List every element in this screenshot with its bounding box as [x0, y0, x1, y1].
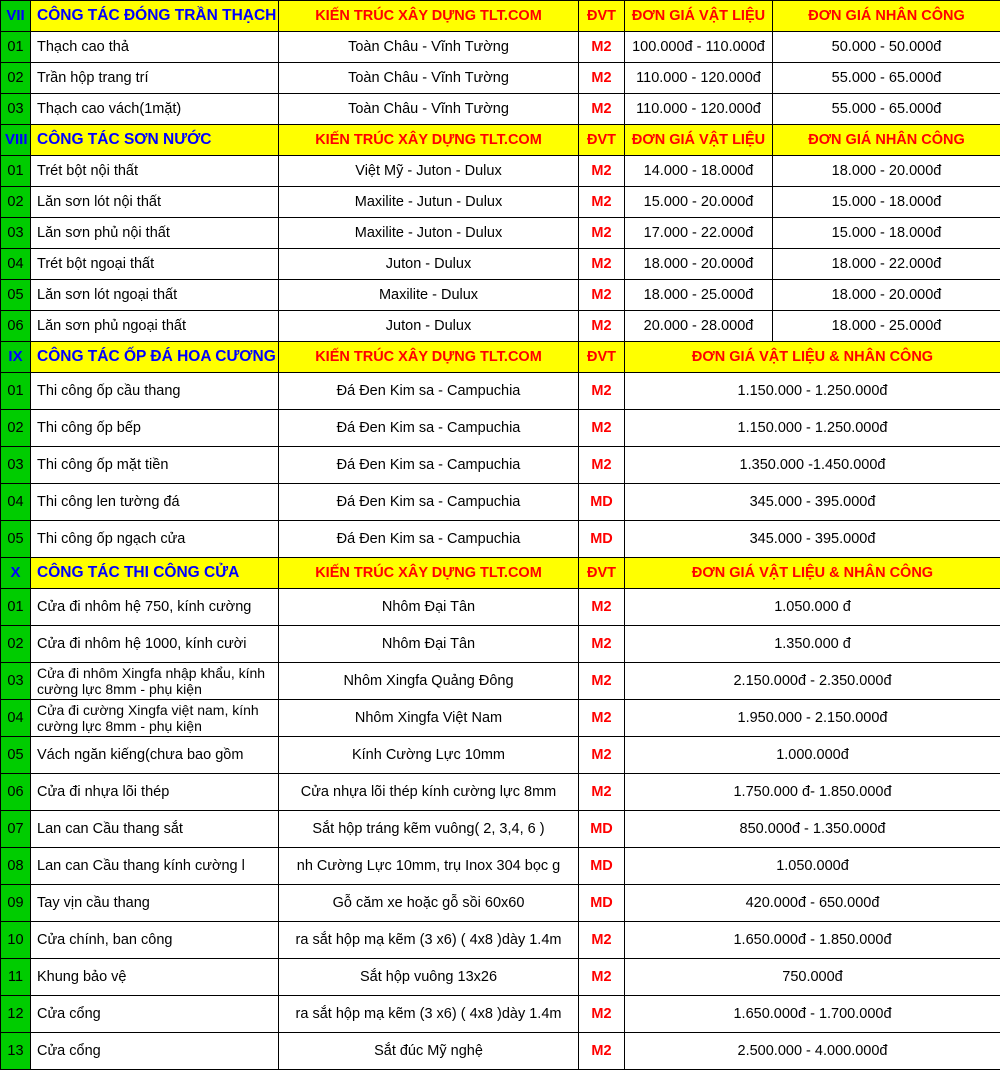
table-row [1, 521, 1000, 558]
table-row [1, 737, 1000, 774]
row-unit: M2 [579, 996, 625, 1033]
row-unit: MD [579, 521, 625, 558]
table-row [1, 484, 1000, 521]
row-unit: M2 [579, 959, 625, 996]
row-labor-price: 15.000 - 18.000đ [773, 187, 1000, 218]
row-unit: M2 [579, 280, 625, 311]
row-specification: nh Cường Lực 10mm, trụ Inox 304 bọc g [279, 848, 579, 885]
row-item-name: Thạch cao vách(1mặt) [31, 94, 279, 125]
row-specification: Nhôm Đại Tân [279, 626, 579, 663]
table-row [1, 663, 1000, 700]
row-specification: ra sắt hộp mạ kẽm (3 x6) ( 4x8 )dày 1.4m [279, 996, 579, 1033]
row-price: 345.000 - 395.000đ [625, 484, 1000, 521]
table-row [1, 187, 1000, 218]
row-specification: Đá Đen Kim sa - Campuchia [279, 410, 579, 447]
row-index: 01 [1, 32, 31, 63]
row-item-name: Lan can Cầu thang sắt [31, 811, 279, 848]
row-item-name: Cửa chính, ban công [31, 922, 279, 959]
row-index: 06 [1, 774, 31, 811]
row-specification: Toàn Châu - Vĩnh Tường [279, 32, 579, 63]
row-index: 03 [1, 218, 31, 249]
row-index: 03 [1, 94, 31, 125]
row-specification: Sắt hộp vuông 13x26 [279, 959, 579, 996]
row-specification: Sắt hộp tráng kẽm vuông( 2, 3,4, 6 ) [279, 811, 579, 848]
row-index: 05 [1, 737, 31, 774]
row-labor-price: 55.000 - 65.000đ [773, 63, 1000, 94]
table-row [1, 156, 1000, 187]
row-unit: M2 [579, 447, 625, 484]
row-price: 750.000đ [625, 959, 1000, 996]
row-material-price: 110.000 - 120.000đ [625, 94, 773, 125]
row-material-price: 18.000 - 25.000đ [625, 280, 773, 311]
table-row [1, 311, 1000, 342]
row-price: 850.000đ - 1.350.000đ [625, 811, 1000, 848]
section-unit-header: ĐVT [579, 558, 625, 589]
row-price: 1.150.000 - 1.250.000đ [625, 410, 1000, 447]
section-header-row [1, 558, 1000, 589]
table-row [1, 32, 1000, 63]
row-index: 01 [1, 589, 31, 626]
row-item-name: Lan can Cầu thang kính cường l [31, 848, 279, 885]
row-material-price: 20.000 - 28.000đ [625, 311, 773, 342]
row-specification: Maxilite - Dulux [279, 280, 579, 311]
row-item-name: Thạch cao thả [31, 32, 279, 63]
row-price: 2.150.000đ - 2.350.000đ [625, 663, 1000, 700]
table-row [1, 249, 1000, 280]
row-specification: Toàn Châu - Vĩnh Tường [279, 63, 579, 94]
row-specification: Sắt đúc Mỹ nghệ [279, 1033, 579, 1070]
row-index: 05 [1, 521, 31, 558]
row-index: 04 [1, 484, 31, 521]
table-row [1, 410, 1000, 447]
table-row [1, 626, 1000, 663]
row-specification: Maxilite - Juton - Dulux [279, 218, 579, 249]
row-price: 1.050.000đ [625, 848, 1000, 885]
row-material-price: 15.000 - 20.000đ [625, 187, 773, 218]
table-row [1, 218, 1000, 249]
row-specification: Đá Đen Kim sa - Campuchia [279, 447, 579, 484]
row-unit: M2 [579, 187, 625, 218]
row-price: 1.350.000 đ [625, 626, 1000, 663]
row-item-name: Khung bảo vệ [31, 959, 279, 996]
row-specification: Đá Đen Kim sa - Campuchia [279, 373, 579, 410]
row-unit: M2 [579, 922, 625, 959]
table-row [1, 848, 1000, 885]
section-header-row [1, 125, 1000, 156]
row-item-name: Cửa đi cường Xingfa việt nam, kính cường lực 8mm - phụ kiện [31, 700, 279, 737]
row-unit: M2 [579, 663, 625, 700]
section-labor-header: ĐƠN GIÁ NHÂN CÔNG [773, 125, 1000, 156]
row-specification: Gỗ căm xe hoặc gỗ sồi 60x60 [279, 885, 579, 922]
table-row [1, 447, 1000, 484]
row-item-name: Cửa đi nhôm hệ 1000, kính cười [31, 626, 279, 663]
row-item-name: Lăn sơn phủ ngoại thất [31, 311, 279, 342]
row-price: 1.000.000đ [625, 737, 1000, 774]
section-unit-header: ĐVT [579, 125, 625, 156]
row-specification: Nhôm Xingfa Việt Nam [279, 700, 579, 737]
row-index: 02 [1, 410, 31, 447]
section-numeral: X [1, 558, 31, 589]
row-item-name: Thi công ốp ngạch cửa [31, 521, 279, 558]
row-unit: MD [579, 484, 625, 521]
row-price: 1.950.000 - 2.150.000đ [625, 700, 1000, 737]
section-title: CÔNG TÁC THI CÔNG CỬA [31, 558, 279, 589]
row-labor-price: 50.000 - 50.000đ [773, 32, 1000, 63]
row-price: 345.000 - 395.000đ [625, 521, 1000, 558]
row-price: 1.050.000 đ [625, 589, 1000, 626]
table-row [1, 959, 1000, 996]
row-item-name: Trét bột ngoại thất [31, 249, 279, 280]
section-title: CÔNG TÁC ĐÓNG TRẦN THẠCH [31, 1, 279, 32]
row-index: 02 [1, 187, 31, 218]
row-labor-price: 18.000 - 25.000đ [773, 311, 1000, 342]
row-unit: M2 [579, 32, 625, 63]
row-unit: M2 [579, 94, 625, 125]
row-unit: M2 [579, 218, 625, 249]
row-item-name: Cửa đi nhựa lõi thép [31, 774, 279, 811]
row-unit: M2 [579, 774, 625, 811]
row-unit: MD [579, 885, 625, 922]
section-unit-header: ĐVT [579, 1, 625, 32]
row-labor-price: 18.000 - 20.000đ [773, 156, 1000, 187]
row-unit: M2 [579, 737, 625, 774]
row-price: 1.150.000 - 1.250.000đ [625, 373, 1000, 410]
row-material-price: 17.000 - 22.000đ [625, 218, 773, 249]
section-material-header: ĐƠN GIÁ VẬT LIỆU [625, 1, 773, 32]
row-unit: MD [579, 811, 625, 848]
section-numeral: IX [1, 342, 31, 373]
row-unit: M2 [579, 626, 625, 663]
row-specification: Kính Cường Lực 10mm [279, 737, 579, 774]
table-row [1, 589, 1000, 626]
row-material-price: 100.000đ - 110.000đ [625, 32, 773, 63]
row-specification: ra sắt hộp mạ kẽm (3 x6) ( 4x8 )dày 1.4m [279, 922, 579, 959]
row-unit: M2 [579, 1033, 625, 1070]
row-price: 1.750.000 đ- 1.850.000đ [625, 774, 1000, 811]
row-unit: M2 [579, 156, 625, 187]
row-item-name: Lăn sơn phủ nội thất [31, 218, 279, 249]
table-row [1, 996, 1000, 1033]
row-specification: Việt Mỹ - Juton - Dulux [279, 156, 579, 187]
row-price: 1.350.000 -1.450.000đ [625, 447, 1000, 484]
row-labor-price: 18.000 - 22.000đ [773, 249, 1000, 280]
row-index: 10 [1, 922, 31, 959]
row-specification: Đá Đen Kim sa - Campuchia [279, 484, 579, 521]
row-index: 03 [1, 663, 31, 700]
row-index: 08 [1, 848, 31, 885]
row-item-name: Lăn sơn lót ngoại thất [31, 280, 279, 311]
table-row [1, 885, 1000, 922]
row-item-name: Vách ngăn kiếng(chưa bao gồm [31, 737, 279, 774]
row-index: 09 [1, 885, 31, 922]
row-labor-price: 18.000 - 20.000đ [773, 280, 1000, 311]
row-price: 2.500.000 - 4.000.000đ [625, 1033, 1000, 1070]
row-item-name: Thi công ốp cầu thang [31, 373, 279, 410]
row-specification: Nhôm Xingfa Quảng Đông [279, 663, 579, 700]
section-brand: KIẾN TRÚC XÂY DỰNG TLT.COM [279, 342, 579, 373]
table-row [1, 922, 1000, 959]
table-row [1, 63, 1000, 94]
table-row [1, 1033, 1000, 1070]
section-header-row [1, 1, 1000, 32]
section-title: CÔNG TÁC ỐP ĐÁ HOA CƯƠNG [31, 342, 279, 373]
row-unit: M2 [579, 373, 625, 410]
section-price-header: ĐƠN GIÁ VẬT LIỆU & NHÂN CÔNG [625, 558, 1000, 589]
row-item-name: Lăn sơn lót nội thất [31, 187, 279, 218]
section-numeral: VII [1, 1, 31, 32]
table-row [1, 700, 1000, 737]
section-numeral: VIII [1, 125, 31, 156]
row-material-price: 18.000 - 20.000đ [625, 249, 773, 280]
row-specification: Cửa nhựa lõi thép kính cường lực 8mm [279, 774, 579, 811]
row-unit: M2 [579, 700, 625, 737]
row-unit: M2 [579, 589, 625, 626]
row-index: 12 [1, 996, 31, 1033]
row-price: 1.650.000đ - 1.700.000đ [625, 996, 1000, 1033]
price-table-body [1, 1, 1000, 1070]
section-price-header: ĐƠN GIÁ VẬT LIỆU & NHÂN CÔNG [625, 342, 1000, 373]
row-item-name: Thi công len tường đá [31, 484, 279, 521]
table-row [1, 774, 1000, 811]
section-header-row [1, 342, 1000, 373]
row-specification: Nhôm Đại Tân [279, 589, 579, 626]
row-item-name: Cửa cổng [31, 996, 279, 1033]
row-specification: Toàn Châu - Vĩnh Tường [279, 94, 579, 125]
row-material-price: 110.000 - 120.000đ [625, 63, 773, 94]
row-unit: M2 [579, 311, 625, 342]
table-row [1, 280, 1000, 311]
row-item-name: Trần hộp trang trí [31, 63, 279, 94]
section-material-header: ĐƠN GIÁ VẬT LIỆU [625, 125, 773, 156]
row-index: 01 [1, 156, 31, 187]
section-brand: KIẾN TRÚC XÂY DỰNG TLT.COM [279, 125, 579, 156]
row-index: 05 [1, 280, 31, 311]
row-price: 420.000đ - 650.000đ [625, 885, 1000, 922]
row-specification: Juton - Dulux [279, 311, 579, 342]
row-index: 11 [1, 959, 31, 996]
row-specification: Maxilite - Jutun - Dulux [279, 187, 579, 218]
row-item-name: Cửa cổng [31, 1033, 279, 1070]
row-index: 03 [1, 447, 31, 484]
row-index: 02 [1, 626, 31, 663]
row-item-name: Trét bột nội thất [31, 156, 279, 187]
section-title: CÔNG TÁC SƠN NƯỚC [31, 125, 279, 156]
section-labor-header: ĐƠN GIÁ NHÂN CÔNG [773, 1, 1000, 32]
row-item-name: Tay vịn cầu thang [31, 885, 279, 922]
row-item-name: Cửa đi nhôm Xingfa nhập khẩu, kính cường lực 8mm - phụ kiện [31, 663, 279, 700]
row-index: 02 [1, 63, 31, 94]
row-item-name: Thi công ốp mặt tiền [31, 447, 279, 484]
row-unit: M2 [579, 249, 625, 280]
row-unit: M2 [579, 410, 625, 447]
section-unit-header: ĐVT [579, 342, 625, 373]
row-specification: Đá Đen Kim sa - Campuchia [279, 521, 579, 558]
row-labor-price: 55.000 - 65.000đ [773, 94, 1000, 125]
row-unit: MD [579, 848, 625, 885]
table-row [1, 373, 1000, 410]
row-index: 04 [1, 700, 31, 737]
row-index: 13 [1, 1033, 31, 1070]
row-price: 1.650.000đ - 1.850.000đ [625, 922, 1000, 959]
row-item-name: Cửa đi nhôm hệ 750, kính cường [31, 589, 279, 626]
row-index: 07 [1, 811, 31, 848]
row-index: 01 [1, 373, 31, 410]
row-index: 06 [1, 311, 31, 342]
section-brand: KIẾN TRÚC XÂY DỰNG TLT.COM [279, 558, 579, 589]
row-index: 04 [1, 249, 31, 280]
row-item-name: Thi công ốp bếp [31, 410, 279, 447]
row-material-price: 14.000 - 18.000đ [625, 156, 773, 187]
row-specification: Juton - Dulux [279, 249, 579, 280]
section-brand: KIẾN TRÚC XÂY DỰNG TLT.COM [279, 1, 579, 32]
row-unit: M2 [579, 63, 625, 94]
row-labor-price: 15.000 - 18.000đ [773, 218, 1000, 249]
table-row [1, 811, 1000, 848]
table-row [1, 94, 1000, 125]
